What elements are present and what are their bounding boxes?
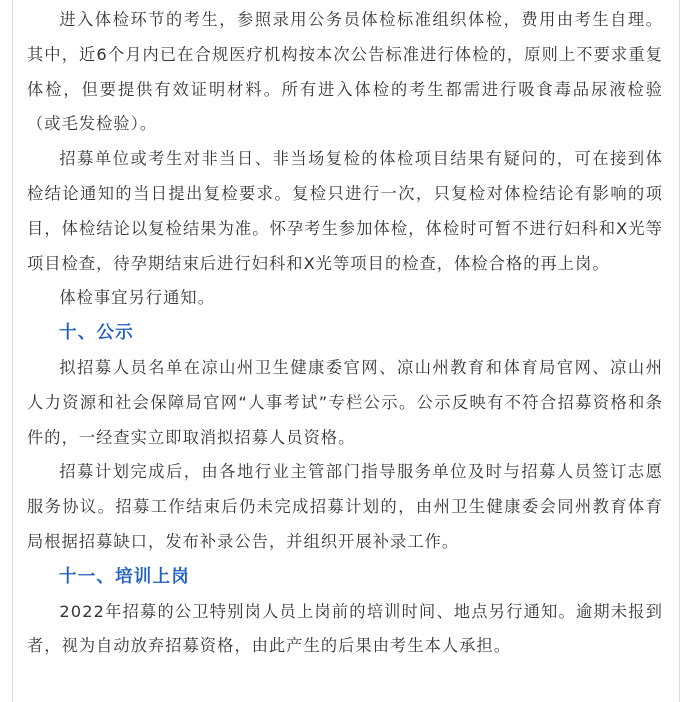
- paragraph-exam-notice: 体检事宜另行通知。: [59, 288, 215, 308]
- section-heading-training: 十一、培训上岗: [59, 566, 190, 587]
- section-heading-publicity: 十、公示: [59, 323, 134, 344]
- paragraph-training: 2022年招募的公卫特别岗人员上岗前的培训时间、地点另行通知。逾期未报到者，视为自动放弃招募资格，由此产生的后果由考生本人承担。: [27, 601, 663, 656]
- paragraph-publicity: 拟招募人员名单在凉山州卫生健康委官网、凉山州教育和体育局官网、凉山州人力资源和社会保障局官网“人事考试”专栏公示。公示反映有不符合招募资格和条件的，一经查实立即取消拟招募人员资格。: [27, 357, 663, 447]
- paragraph-agreement: 招募计划完成后，由各地行业主管部门指导服务单位及时与招募人员签订志愿服务协议。招募工作结束后仍未完成招募计划的，由州卫生健康委会同州教育体育局根据招募缺口，发布补录公告，并组织开展补录工作。: [27, 462, 663, 551]
- article-body: [27, 0, 663, 664]
- paragraph-recheck: 招募单位或考生对非当日、非当场复检的体检项目结果有疑问的，可在接到体检结论通知的当日提出复检要求。复检只进行一次，只复检对体检结论有影响的项目，体检结论以复检结果为准。怀孕考生参加体检，体检时可暂不进行妇科和X光等项目检查，待孕期结束后进行妇科和X光等项目的检查，体检合格的再上岗。: [27, 149, 663, 273]
- paragraph-physical-exam: 进入体检环节的考生，参照录用公务员体检标准组织体检，费用由考生自理。其中，近6个月内已在合规医疗机构按本次公告标准进行体检的，原则上不要求重复体检，但要提供有效证明材料。所有进入体检的考生都需进行吸食毒品尿液检验（或毛发检验）。: [27, 10, 663, 134]
